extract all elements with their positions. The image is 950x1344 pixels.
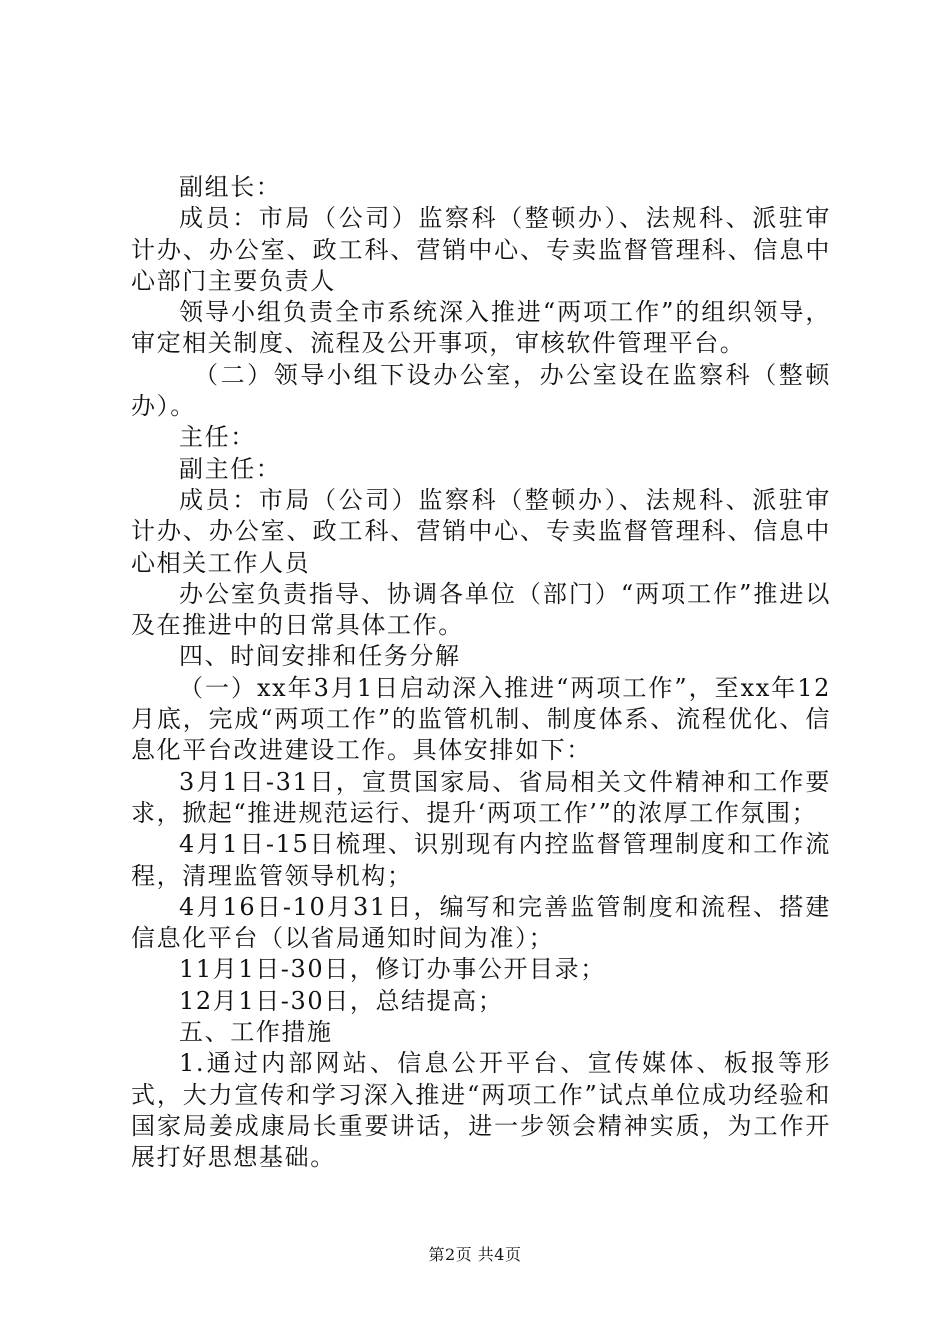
paragraph-group-members: 成员：市局（公司）监察科（整顿办）、法规科、派驻审计办、办公室、政工科、营销中心、专卖监督管理科、信息中心部门主要负责人 [131,204,831,295]
paragraph-schedule-april-october: 4月16日-10月31日，编写和完善监管制度和流程、搭建信息化平台（以省局通知时间为准）； [131,892,831,953]
paragraph-office-duties: 办公室负责指导、协调各单位（部门）“两项工作”推进以及在推进中的日常具体工作。 [131,579,831,640]
paragraph-schedule-overview: （一）xx年3月1日启动深入推进“两项工作”，至xx年12月底，完成“两项工作”的监管机制、制度体系、流程优化、信息化平台改进建设工作。具体安排如下： [131,673,831,765]
paragraph-deputy-leader: 副组长： [179,173,282,201]
paragraph-schedule-december: 12月1日-30日，总结提高； [179,986,504,1015]
paragraph-schedule-march: 3月1日-31日，宣贯国家局、省局相关文件精神和工作要求，掀起“推进规范运行、提升‘两项工作’”的浓厚工作氛围； [131,767,831,827]
section-heading-schedule: 四、时间安排和任务分解 [179,642,461,671]
paragraph-measure-1: 1.通过内部网站、信息公开平台、宣传媒体、板报等形式，大力宣传和学习深入推进“两项工作”试点单位成功经验和国家局姜成康局长重要讲话，进一步领会精神实质，为工作开展打好思想基础。 [131,1049,831,1172]
document-body [131,172,831,1174]
paragraph-office-members: 成员：市局（公司）监察科（整顿办）、法规科、派驻审计办、办公室、政工科、营销中心、专卖监督管理科、信息中心相关工作人员 [131,485,831,577]
page-number-footer: 第2页 共4页 [428,1245,522,1264]
paragraph-deputy-director: 副主任： [179,454,282,483]
paragraph-director: 主任： [179,423,256,452]
paragraph-group-duties: 领导小组负责全市系统深入推进“两项工作”的组织领导，审定相关制度、流程及公开事项，审核软件管理平台。 [131,298,831,358]
paragraph-schedule-november: 11月1日-30日，修订办事公开目录； [179,955,606,984]
paragraph-office-setup: （二）领导小组下设办公室，办公室设在监察科（整顿办）。 [131,360,831,421]
paragraph-schedule-april: 4月1日-15日梳理、识别现有内控监督管理制度和工作流程，清理监管领导机构； [131,830,831,890]
section-heading-measures: 五、工作措施 [179,1018,333,1047]
